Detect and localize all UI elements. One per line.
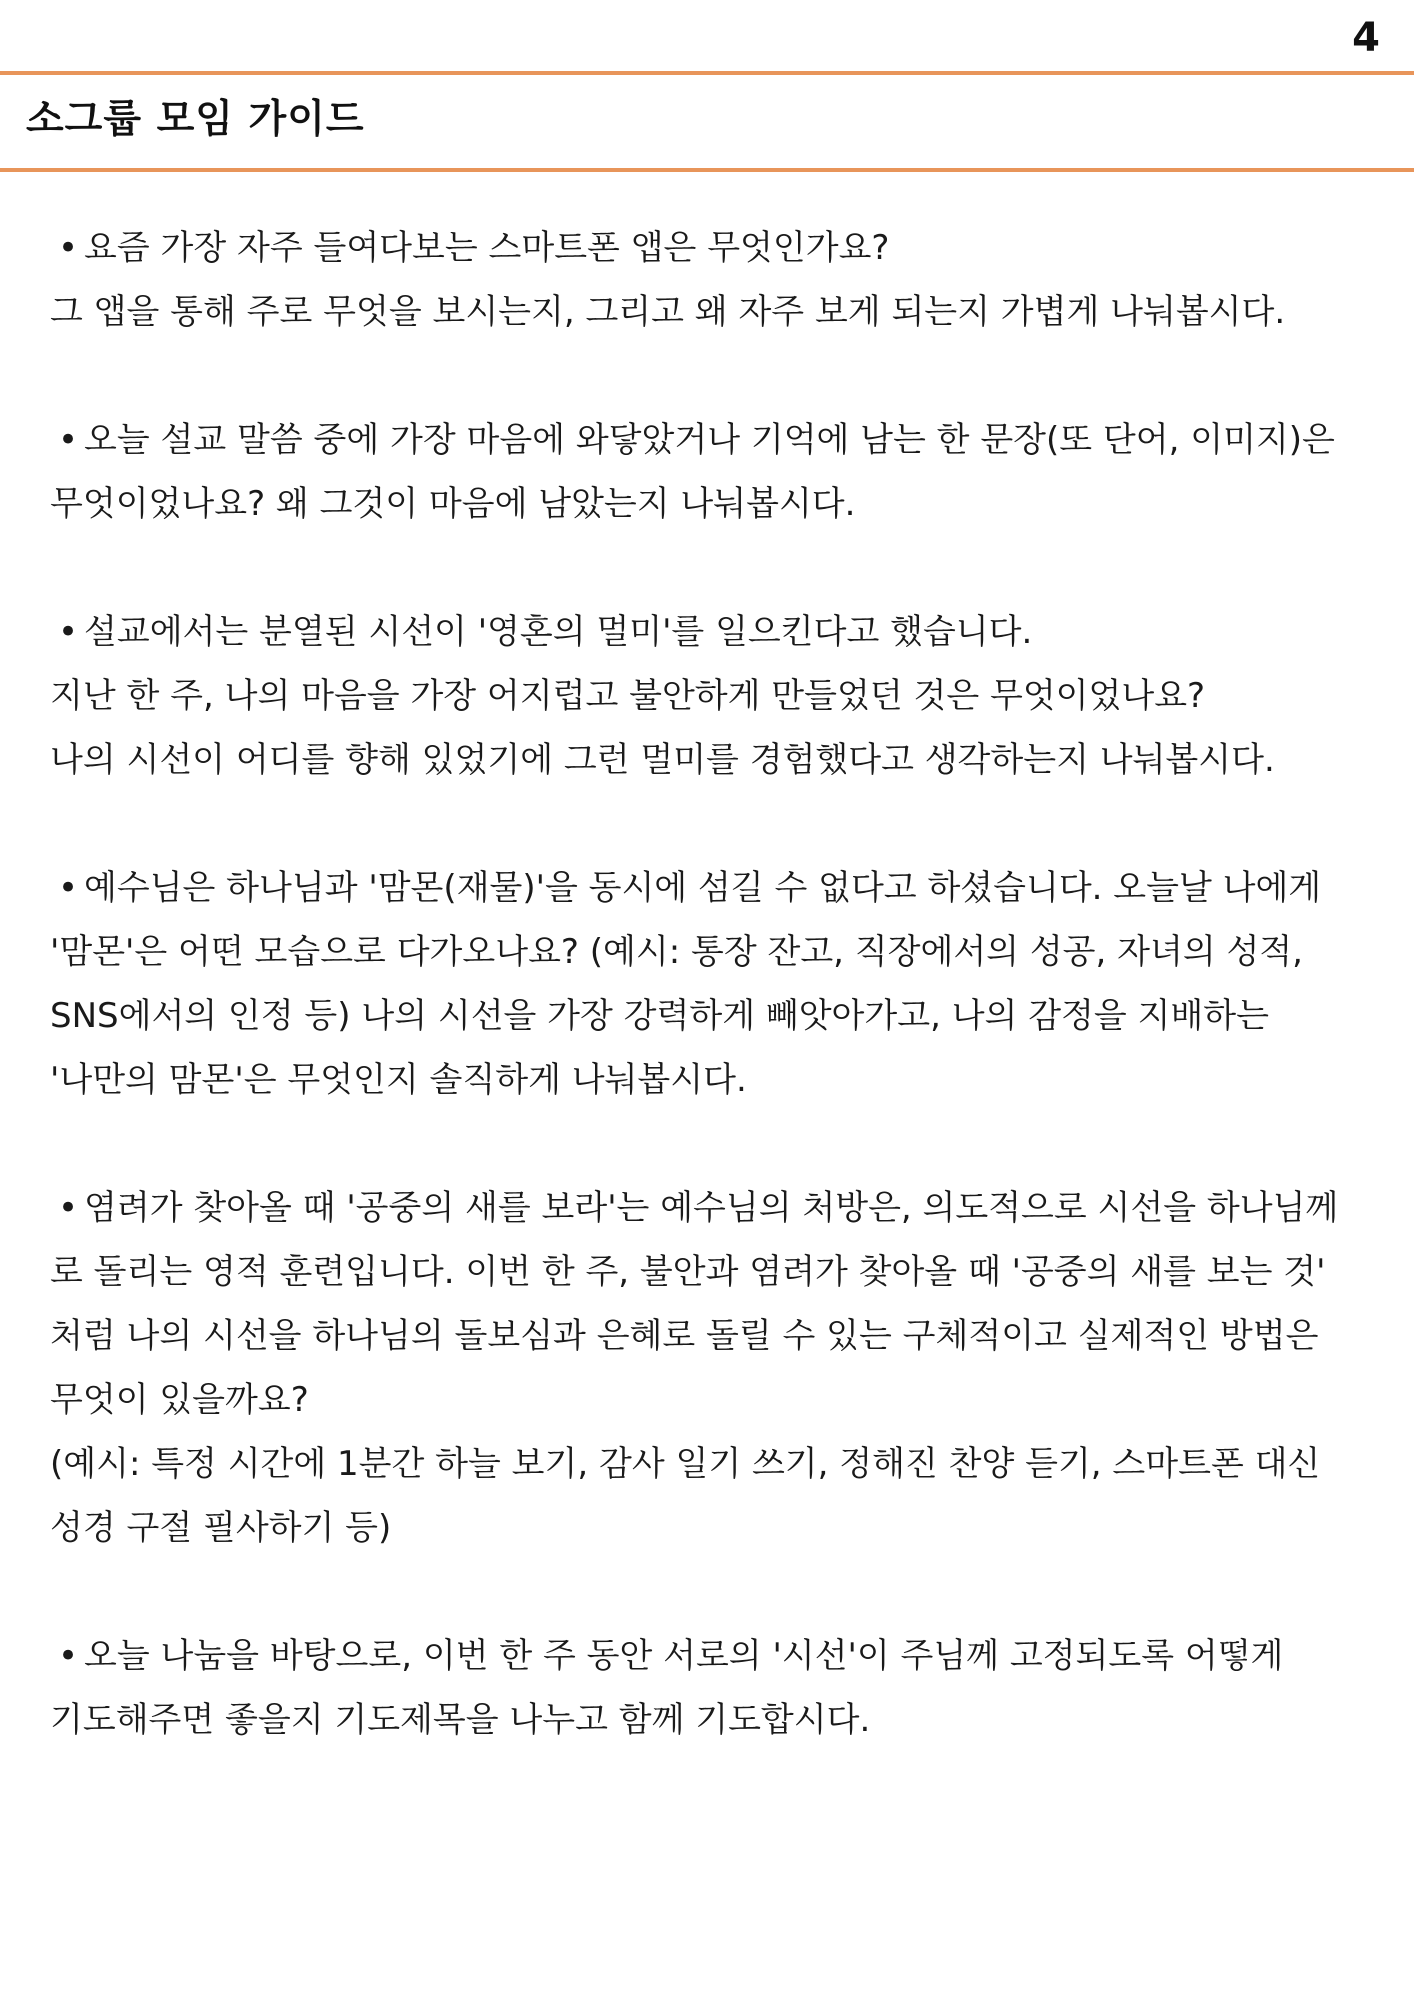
- page-number: 4: [1352, 15, 1380, 61]
- bullet-icon: •: [58, 420, 79, 460]
- bullet-icon: •: [58, 1188, 79, 1228]
- header-rule-top: [0, 71, 1414, 75]
- question-line: 무엇이 있을까요?: [50, 1380, 309, 1420]
- header-rule-bottom: [0, 168, 1414, 172]
- question-item: [50, 600, 1370, 792]
- question-first-line: [50, 408, 1370, 472]
- question-first-line: [50, 1624, 1370, 1688]
- question-line: 처럼 나의 시선을 하나님의 돌보심과 은혜로 돌릴 수 있는 구체적이고 실제적인 방법은: [50, 1316, 1319, 1356]
- question-text: 오늘 설교 말씀 중에 가장 마음에 와닿았거나 기억에 남는 한 문장(또 단어, 이미지)은: [84, 420, 1335, 460]
- question-text: 설교에서는 분열된 시선이 '영혼의 멀미'를 일으킨다고 했습니다.: [84, 612, 1033, 652]
- question-text: 요즘 가장 자주 들여다보는 스마트폰 앱은 무엇인가요?: [84, 228, 890, 268]
- question-item: [50, 1176, 1370, 1560]
- question-line: 성경 구절 필사하기 등): [50, 1508, 392, 1548]
- question-first-line: [50, 600, 1370, 664]
- question-line: '나만의 맘몬'은 무엇인지 솔직하게 나눠봅시다.: [50, 1060, 747, 1100]
- question-line: '맘몬'은 어떤 모습으로 다가오나요? (예시: 통장 잔고, 직장에서의 성공, 자녀의 성적,: [50, 932, 1303, 972]
- question-first-line: [50, 856, 1370, 920]
- question-line: (예시: 특정 시간에 1분간 하늘 보기, 감사 일기 쓰기, 정해진 찬양 듣기, 스마트폰 대신: [50, 1444, 1321, 1484]
- question-first-line: [50, 1176, 1370, 1240]
- question-line: 로 돌리는 영적 훈련입니다. 이번 한 주, 불안과 염려가 찾아올 때 '공중의 새를 보는 것': [50, 1252, 1326, 1292]
- question-line: SNS에서의 인정 등) 나의 시선을 가장 강력하게 빼앗아가고, 나의 감정을 지배하는: [50, 996, 1269, 1036]
- question-item: [50, 856, 1370, 1112]
- page-title: 소그룹 모임 가이드: [26, 97, 365, 142]
- question-text: 염려가 찾아올 때 '공중의 새를 보라'는 예수님의 처방은, 의도적으로 시선을 하나님께: [84, 1188, 1339, 1228]
- question-line: 기도해주면 좋을지 기도제목을 나누고 함께 기도합시다.: [50, 1700, 871, 1740]
- question-text: 예수님은 하나님과 '맘몬(재물)'을 동시에 섬길 수 없다고 하셨습니다. 오늘날 나에게: [84, 868, 1322, 908]
- question-item: [50, 216, 1370, 344]
- question-first-line: [50, 216, 1370, 280]
- question-item: [50, 1624, 1370, 1752]
- bullet-icon: •: [58, 612, 79, 652]
- question-line: 지난 한 주, 나의 마음을 가장 어지럽고 불안하게 만들었던 것은 무엇이었나요?: [50, 676, 1206, 716]
- bullet-icon: •: [58, 868, 79, 908]
- question-item: [50, 408, 1370, 536]
- question-line: 나의 시선이 어디를 향해 있었기에 그런 멀미를 경험했다고 생각하는지 나눠봅시다.: [50, 740, 1275, 780]
- question-list: [50, 216, 1370, 1816]
- bullet-icon: •: [58, 1636, 79, 1676]
- question-line: 무엇이었나요? 왜 그것이 마음에 남았는지 나눠봅시다.: [50, 484, 856, 524]
- question-text: 오늘 나눔을 바탕으로, 이번 한 주 동안 서로의 '시선'이 주님께 고정되도록 어떻게: [84, 1636, 1284, 1676]
- question-line: 그 앱을 통해 주로 무엇을 보시는지, 그리고 왜 자주 보게 되는지 가볍게 나눠봅시다.: [50, 292, 1286, 332]
- bullet-icon: •: [58, 228, 79, 268]
